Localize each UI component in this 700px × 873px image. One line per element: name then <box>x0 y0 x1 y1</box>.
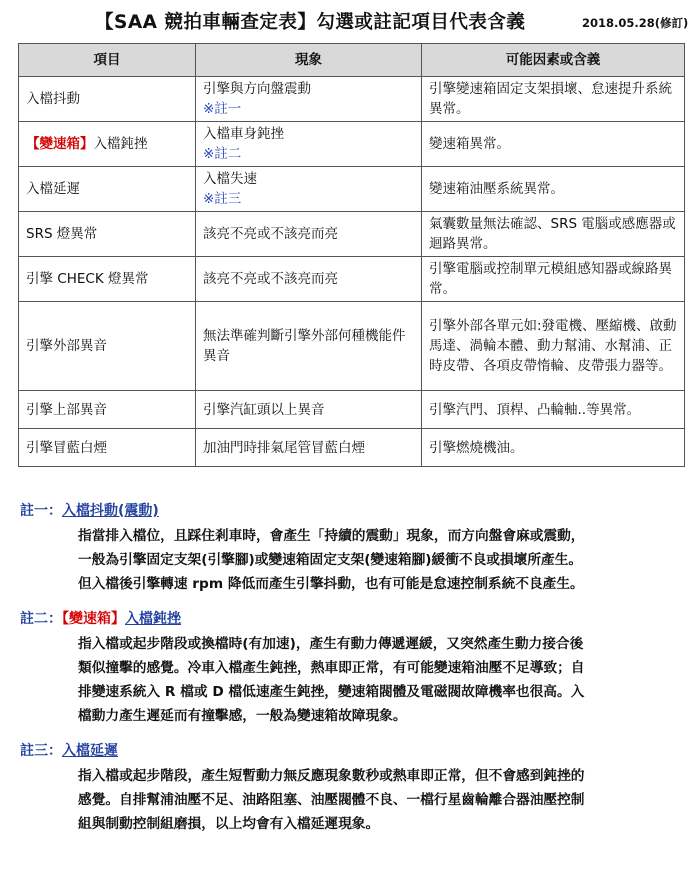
phenomenon-cell <box>196 167 422 212</box>
phenomenon-cell: 加油門時排氣尾管冒藍白煙 <box>196 429 422 467</box>
phenomenon-text: 引擎與方向盤震動 <box>203 81 311 97</box>
note-heading <box>20 500 159 520</box>
cause-cell: 變速箱油壓系統異常。 <box>422 167 685 212</box>
column-header-item: 項目 <box>19 44 196 77</box>
item-cell <box>19 77 196 122</box>
note-line: 一般為引擎固定支架(引擎腳)或變速箱固定支架(變速箱腳)緩衝不良或損壞所產生。 <box>78 552 583 568</box>
page-title: 【SAA 競拍車輛查定表】勾選或註記項目代表含義 <box>95 12 526 33</box>
table-row <box>19 257 685 302</box>
item-cell: SRS 燈異常 <box>19 212 196 257</box>
table-row <box>19 167 685 212</box>
note-heading <box>20 608 181 628</box>
note-line: 指入檔或起步階段或換檔時(有加速)，產生有動力傳遞遲緩，又突然產生動力接合後 <box>78 636 584 652</box>
phenomenon-cell <box>196 77 422 122</box>
note-line: 感覺。自排幫浦油壓不足、油路阻塞、油壓閥體不良、一檔行星齒輪離合器油壓控制 <box>78 792 585 808</box>
phenomenon-cell: 該亮不亮或不該亮而亮 <box>196 257 422 302</box>
phenomenon-cell <box>196 122 422 167</box>
note-title-red: 【變速箱】 <box>62 611 125 627</box>
table-row <box>19 77 685 122</box>
cause-cell: 氣囊數量無法確認、SRS 電腦或感應器或迴路異常。 <box>422 212 685 257</box>
phenomenon-cell: 引擎汽缸頭以上異音 <box>196 391 422 429</box>
revision-date: 2018.05.28(修訂) <box>582 16 689 30</box>
phenomenon-text: 入檔車身鈍挫 <box>203 126 284 142</box>
item-label: 入檔抖動 <box>26 91 80 107</box>
note-title: 入檔延遲 <box>62 743 118 759</box>
table-row <box>19 429 685 467</box>
cause-cell: 引擎燃燒機油。 <box>422 429 685 467</box>
note-line: 類似撞擊的感覺。冷車入檔產生鈍挫，熱車即正常，有可能變速箱油壓不足導致；自 <box>78 660 585 676</box>
note-reference: ※註三 <box>203 191 242 207</box>
item-cell: 引擎 CHECK 燈異常 <box>19 257 196 302</box>
item-red-label: 【變速箱】 <box>26 136 94 152</box>
item-label: 入檔鈍挫 <box>93 136 148 152</box>
column-header-phenomenon: 現象 <box>196 44 422 77</box>
header <box>0 8 700 38</box>
cause-cell: 引擎電腦或控制單元模組感知器或線路異常。 <box>422 257 685 302</box>
table-row <box>19 212 685 257</box>
item-cell <box>19 122 196 167</box>
note-heading <box>20 740 118 760</box>
cause-cell: 變速箱異常。 <box>422 122 685 167</box>
note-label: 註一： <box>20 503 62 519</box>
note-label: 註二： <box>20 611 62 627</box>
note-line: 指當排入檔位，且踩住剎車時，會產生「持續的震動」現象，而方向盤會麻或震動， <box>78 528 585 544</box>
phenomenon-cell: 該亮不亮或不該亮而亮 <box>196 212 422 257</box>
note-title: 入檔鈍挫 <box>125 611 181 627</box>
table-header-row <box>19 44 685 77</box>
note-line: 檔動力產生遲延而有撞擊感，一般為變速箱故障現象。 <box>78 708 407 724</box>
item-cell: 引擎冒藍白煙 <box>19 429 196 467</box>
note-body <box>78 632 690 728</box>
note-body <box>78 764 690 836</box>
note-line: 排變速系統入 R 檔或 D 檔低速產生鈍挫，變速箱閥體及電磁閥故障機率也很高。入 <box>78 684 585 700</box>
note-reference: ※註一 <box>203 101 242 117</box>
item-cell: 引擎外部異音 <box>19 302 196 391</box>
note-line: 但入檔後引擎轉速 rpm 降低而產生引擎抖動，也有可能是怠速控制系統不良產生。 <box>78 576 584 592</box>
table-row <box>19 122 685 167</box>
note-body <box>78 524 690 596</box>
note-title: 入檔抖動(震動) <box>62 503 159 519</box>
note-line: 組與制動控制組磨損，以上均會有入檔延遲現象。 <box>78 816 380 832</box>
phenomenon-cell: 無法準確判斷引擎外部何種機能件異音 <box>196 302 422 391</box>
table-row <box>19 391 685 429</box>
cause-cell: 引擎變速箱固定支架損壞、怠速提升系統異常。 <box>422 77 685 122</box>
table-row <box>19 302 685 391</box>
note-reference: ※註二 <box>203 146 242 162</box>
cause-cell: 引擎外部各單元如:發電機、壓縮機、啟動馬達、渦輪本體、動力幫浦、水幫浦、正時皮帶、各項皮帶惰輪、皮帶張力器等。 <box>422 302 685 391</box>
item-cell <box>19 167 196 212</box>
item-label: 入檔延遲 <box>26 181 80 197</box>
inspection-table <box>18 43 685 467</box>
cause-cell: 引擎汽門、頂桿、凸輪軸..等異常。 <box>422 391 685 429</box>
note-line: 指入檔或起步階段，產生短暫動力無反應現象數秒或熱車即正常，但不會感到鈍挫的 <box>78 768 585 784</box>
column-header-cause: 可能因素或含義 <box>422 44 685 77</box>
item-cell: 引擎上部異音 <box>19 391 196 429</box>
note-label: 註三： <box>20 743 62 759</box>
phenomenon-text: 入檔失速 <box>203 171 257 187</box>
